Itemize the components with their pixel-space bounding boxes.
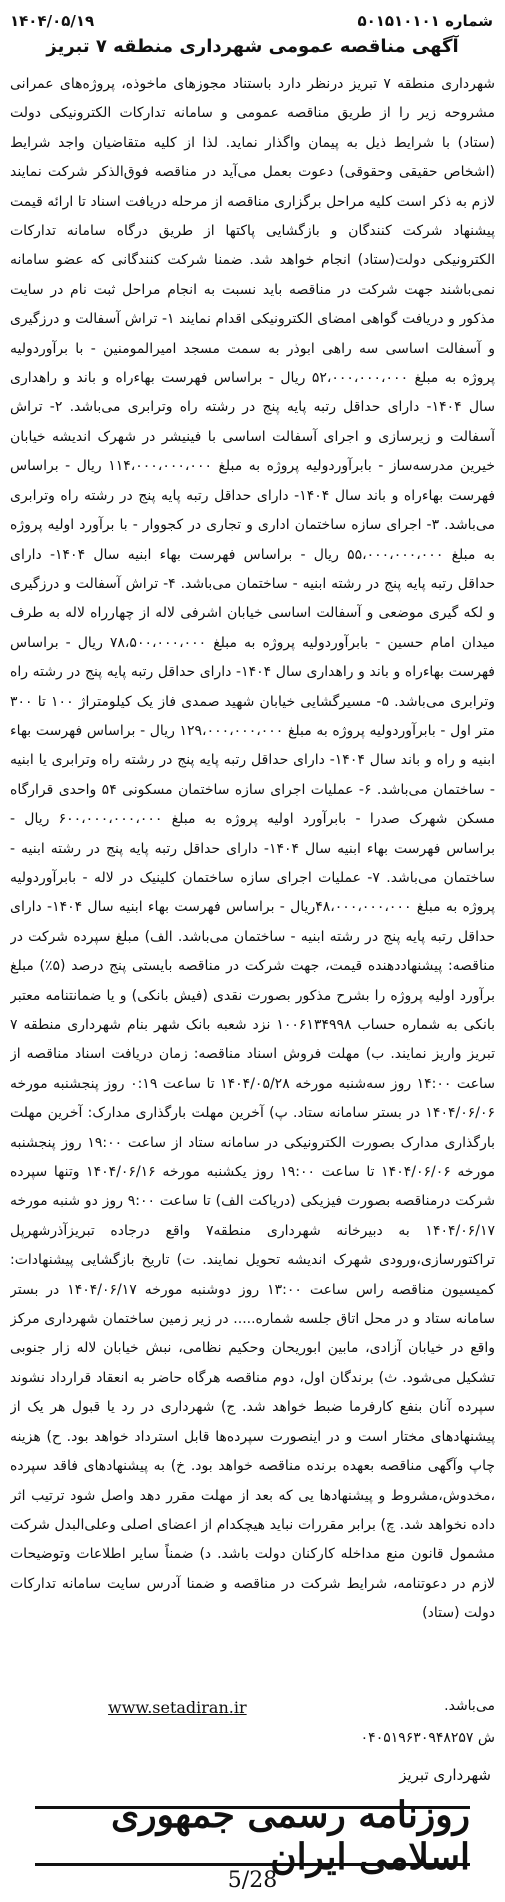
page-number: 5/28 <box>227 1868 278 1893</box>
notice-header <box>10 8 493 34</box>
notice-body: شهرداری منطقه ۷ تبریز درنظر دارد باستناد مجوزهای ماخوذه، پروژه‌های عمرانی مشروحه زیر را از طریق مناقصه عمومی و سامانه تدارکات الکترونیکی دولت (ستاد) با شرایط ذیل به پیمان واگذار نماید. لذا از کلیه متقاضیان واجد شرایط (اشخاص حقیقی وحقوقی) دعوت بعمل می‌آید در مناقصه فوق‌الذکر شرکت نمایند لازم به ذکر است کلیه مراحل برگزاری مناقصه از مرحله دریافت اسناد تا ارائه قیمت پیشنهاد شرکت کنندگان و بازگشایی پاکتها از طریق درگاه سامانه تدارکات الکترونیکی دولت(ستاد) انجام خواهد شد. ضمنا شرکت کنندگانی که عضو سامانه نمی‌باشند جهت شرکت در مناقصه باید نسبت به انجام مراحل ثبت نام در سایت مذکور و دریافت گواهی امضای الکترونیکی اقدام نمایند ۱- تراش آسفالت و درزگیری و آسفالت اساسی سه راهی ابوذر به سمت مسجد امیرالمومنین - با برآوردولیه پروژه به مبلغ ۵۲،۰۰۰،۰۰۰،۰۰۰ ریال - براساس فهرست بهاءراه و باند و راهداری سال ۱۴۰۴- دارای حداقل رتبه پایه پنج در رشته راه وترابری می‌باشد. ۲- تراش آسفالت و زیرسازی و اجرای آسفالت اساسی با فینیشر در شهرک اندیشه خیابان خیرین مدرسه‌ساز - بابرآوردولیه پروژه به مبلغ ۱۱۴،۰۰۰،۰۰۰،۰۰۰ ریال - براساس فهرست بهاءراه و باند سال ۱۴۰۴- دارای حداقل رتبه پایه پنج در رشته راه وترابری می‌باشد. ۳- اجرای سازه ساختمان اداری و تجاری در کجووار - با برآورد اولیه پروژه به مبلغ ۵۵،۰۰۰،۰۰۰،۰۰۰ ریال - براساس فهرست بهاء ابنیه سال ۱۴۰۴- دارای حداقل رتبه پایه پنج در رشته ابنیه - ساختمان می‌باشد. ۴- تراش آسفالت و درزگیری و لکه گیری موضعی و آسفالت اساسی خیابان اشرفی لاله از چهارراه لاله به طرف میدان امام حسین - بابرآوردولیه پروژه به مبلغ ۷۸،۵۰۰،۰۰۰،۰۰۰ ریال - براساس فهرست بهاءراه و باند و راهداری سال ۱۴۰۴- دارای حداقل رتبه پایه پنج در رشته راه وترابری می‌باشد. ۵- مسیرگشایی خیابان شهید صمدی فاز یک کیلومتراژ ۱۰۰ تا ۳۰۰ متر اول - بابرآوردولیه پروژه به مبلغ ۱۲۹،۰۰۰،۰۰۰،۰۰۰ ریال - براساس فهرست بهاء ابنیه و راه و باند سال ۱۴۰۴- دارای حداقل رتبه پایه پنج در رشته راه وترابری یا ابنیه - ساختمان می‌باشد. ۶- عملیات اجرای سازه ساختمان مسکونی ۵۴ واحدی قرارگاه مسکن شهرک صدرا - بابرآورد اولیه پروژه به مبلغ ۶۰۰،۰۰۰،۰۰۰،۰۰۰ ریال - براساس فهرست بهاء ابنیه سال ۱۴۰۴- دارای حداقل رتبه پایه پنج در رشته ابنیه - ساختمان می‌باشد. ۷- عملیات اجرای سازه ساختمان کلینیک در لاله - بابرآوردولیه پروژه به مبلغ ۴۸،۰۰۰،۰۰۰،۰۰۰ریال - براساس فهرست بهاء ابنیه سال ۱۴۰۴- دارای حداقل رتبه پایه پنج در رشته ابنیه - ساختمان می‌باشد. الف) مبلغ سپرده شرکت در مناقصه: پیشنهاددهنده قیمت، جهت شرکت در مناقصه بایستی پنج درصد (۵٪) مبلغ برآورد اولیه پروژه را بشرح مذکور بصورت نقدی (فیش بانکی) و یا ضمانتنامه معتبر بانکی به شماره حساب ۱۰۰۶۱۳۴۹۹۸ نزد شعبه بانک شهر بنام شهرداری منطقه ۷ تبریز واریز نمایند. ب) مهلت فروش اسناد مناقصه: زمان دریافت اسناد مناقصه از ساعت ۱۴:۰۰ روز سه‌شنبه مورخه ۱۴۰۴/۰۵/۲۸ تا ساعت ۰:۱۹ روز پنجشنبه مورخه ۱۴۰۴/۰۶/۰۶ در بستر سامانه ستاد. پ) آخرین مهلت بارگذاری مدارک: آخرین مهلت بارگذاری مدارک بصورت الکترونیکی در سامانه ستاد از ساعت ۱۹:۰۰ روز پنجشنبه مورخه ۱۴۰۴/۰۶/۰۶ تا ساعت ۱۹:۰۰ روز یکشنبه مورخه ۱۴۰۴/۰۶/۱۶ وتنها سپرده شرکت درمناقصه بصورت فیزیکی (دریاکت الف) تا ساعت ۹:۰۰ روز دو شنبه مورخه ۱۴۰۴/۰۶/۱۷ به دبیرخانه شهرداری منطقه۷ واقع درجاده تبریزآذرشهرپل تراکتورسازی،ورودی شهرک اندیشه تحویل نمایند. ت) تاریخ بازگشایی پیشنهادات: کمیسیون مناقصه راس ساعت ۱۳:۰۰ روز دوشنبه مورخه ۱۴۰۴/۰۶/۱۷ در بستر سامانه ستاد و در محل اتاق جلسه شماره..... در زیر زمین ساختمان شهرداری مرکز واقع در خیابان آزادی، مابین ابوریحان وحکیم نظامی، نبش خیابان لاله زار جنوبی تشکیل می‌شود. ث) برندگان اول، دوم مناقصه هرگاه حاضر به انعقاد قرارداد نشوند سپرده آنان بنفع کارفرما ضبط خواهد شد. ج) شهرداری در رد یا قبول هر یک از پیشنهادهای مختار است و در اینصورت سپرده‌ها قابل استرداد خواهد بود. ح) هزینه چاپ وآگهی مناقصه بعهده برنده مناقصه خواهد بود. خ) به پیشنهادهای فاقد سپرده ،مخدوش،مشروط و پیشنهادها یی که بعد از مهلت مقرر دهد واصل شود ترتیب اثر داده نخواهد شد. چ) برابر مقررات نباید هیچکدام از اعضای اصلی وعلی‌البدل شرکت مشمول قانون منع مداخله کارکنان دولت باشد. د) ضمناً سایر اطلاعات وتوضیحات لازم در دعوتنامه، شرایط شرکت در مناقصه و ضمنا آدرس سایت سامانه تدارکات دولت (ستاد) <box>10 76 495 1622</box>
notice-date: ۱۴۰۴/۰۵/۱۹ <box>10 12 95 30</box>
setad-website-link[interactable]: www.setadiran.ir <box>108 1698 247 1717</box>
notice-number: شماره ۵۰۱۵۱۰۱۰۱ <box>357 12 493 30</box>
newspaper-name: روزنامه رسمی جمهوری اسلامی ایران <box>35 1806 470 1866</box>
notice-title: آگهی مناقصه عمومی شهرداری منطقه ۷ تبریز <box>46 36 459 57</box>
signature: شهرداری تبریز <box>399 1766 491 1784</box>
tracking-number: ش ۰۴۰۵۱۹۶۳۰۹۴۸۲۵۷ <box>360 1730 495 1746</box>
site-prefix-text: می‌باشد. <box>444 1698 495 1714</box>
